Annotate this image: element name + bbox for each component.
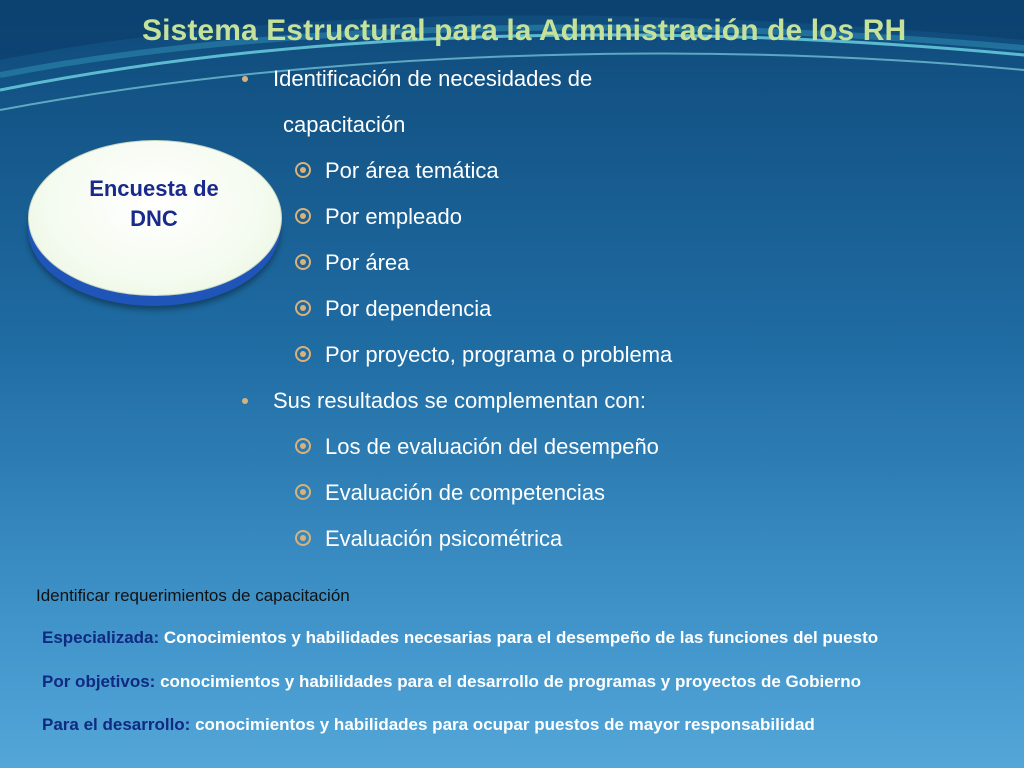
sub-item: Por dependencia	[325, 296, 492, 321]
definition-row-objetivos	[42, 672, 861, 692]
sub-item: Por área	[325, 250, 410, 275]
circle-bullet-icon	[295, 346, 311, 362]
dnc-oval	[28, 140, 282, 308]
sub-item: Por proyecto, programa o problema	[325, 342, 673, 367]
sub-item: Evaluación de competencias	[325, 480, 606, 505]
circle-bullet-icon	[295, 438, 311, 454]
definition-text: conocimientos y habilidades para ocupar puestos de mayor responsabilidad	[190, 715, 815, 734]
definition-term: Para el desarrollo:	[42, 715, 191, 734]
list-item-1-line2: capacitación	[283, 112, 406, 137]
sub-item: Por área temática	[325, 158, 499, 183]
oval-label-line1: Encuesta de	[89, 176, 219, 201]
definition-term: Por objetivos:	[42, 672, 156, 691]
circle-bullet-icon	[295, 484, 311, 500]
bullet-dot	[242, 76, 248, 82]
sub-item: Por empleado	[325, 204, 462, 229]
circle-bullet-icon	[295, 254, 311, 270]
definition-text: conocimientos y habilidades para el desarrollo de programas y proyectos de Gobierno	[155, 672, 862, 691]
oval-label	[54, 174, 254, 234]
list-item-2: Sus resultados se complementan con:	[273, 388, 646, 413]
definition-row-desarrollo	[42, 715, 815, 735]
circle-bullet-icon	[295, 530, 311, 546]
bullet-dot	[242, 398, 248, 404]
footer-heading: Identificar requerimientos de capacitación	[36, 586, 350, 605]
circle-bullet-icon	[295, 300, 311, 316]
oval-label-line2: DNC	[130, 206, 178, 231]
definition-text: Conocimientos y habilidades necesarias para el desempeño de las funciones del puesto	[159, 628, 879, 647]
list-item-1-line1: Identificación de necesidades de	[273, 66, 593, 91]
circle-bullet-icon	[295, 208, 311, 224]
circle-bullet-icon	[295, 162, 311, 178]
sub-item: Los de evaluación del desempeño	[325, 434, 659, 459]
definition-term: Especializada:	[42, 628, 160, 647]
definition-row-especializada	[42, 628, 878, 648]
page-title: Sistema Estructural para la Administración de los RH	[142, 14, 907, 47]
sub-item: Evaluación psicométrica	[325, 526, 563, 551]
